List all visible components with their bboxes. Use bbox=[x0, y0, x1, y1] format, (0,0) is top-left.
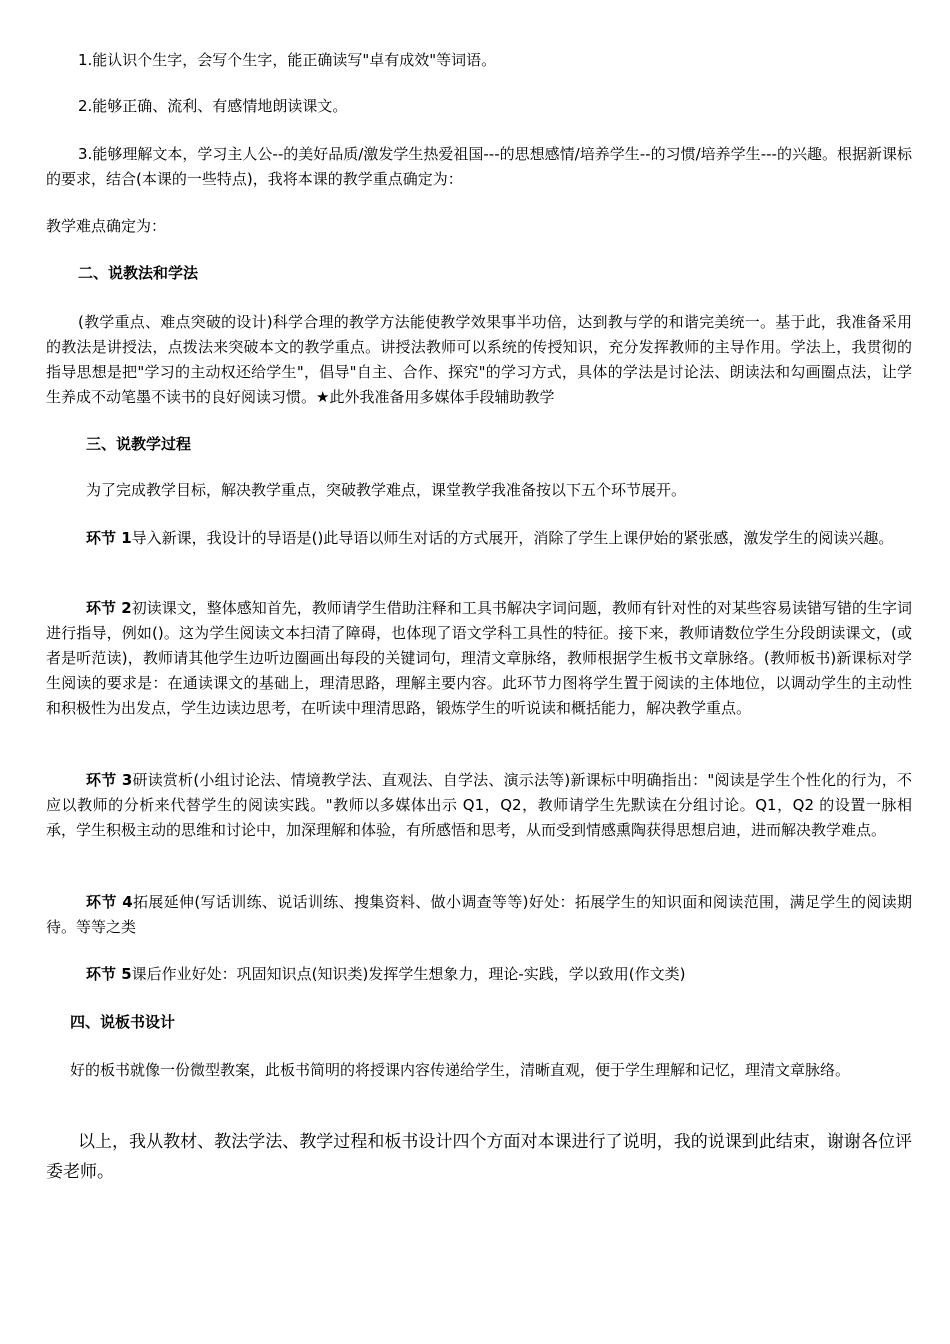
step-text: 导入新课，我设计的导语是()此导语以师生对话的方式展开，消除了学生上课伊始的紧张感，激发学生的阅读兴趣。 bbox=[131, 529, 894, 547]
step-5 bbox=[86, 964, 686, 984]
step-text: 研读赏析(小组讨论法、情境教学法、直观法、自学法、演示法等)新课标中明确指出："阅读是学生个性化的行为，不应以教师的分析来代替学生的阅读实践。"教师以多媒体出示 Q1，Q2，教师请学生先默读在分组讨论。Q1，Q2 的设置一脉相承，学生积极主动的思维和讨论中，加深理解和体验，有所感悟和思考，从而受到情感熏陶获得思想启迪，进而解决教学难点。 bbox=[46, 771, 912, 839]
section-3-intro: 为了完成教学目标，解决教学重点，突破教学难点，课堂教学我准备按以下五个环节展开。 bbox=[86, 481, 687, 499]
step-text: 初读课文，整体感知首先，教师请学生借助注释和工具书解决字词问题，教师有针对性的对某些容易读错写错的生字词进行指导，例如()。这为学生阅读文本扫清了障碍，也体现了语文学科工具性的特征。接下来，教师请数位学生分段朗读课文，(或者是听范读)，教师请其他学生边听边圈画出每段的关键词句，理清文章脉络，教师根据学生板书文章脉络。(教师板书)新课标对学生阅读的要求是：在通读课文的基础上，理清思路，理解主要内容。此环节力图将学生置于阅读的主体地位，以调动学生的主动性和积极性为出发点，学生边读边思考，在听读中理清思路，锻炼学生的听说读和概括能力，解决教学重点。 bbox=[46, 599, 912, 717]
section-3-heading: 三、说教学过程 bbox=[86, 435, 192, 453]
step-label: 环节 4 bbox=[86, 893, 133, 911]
step-4 bbox=[46, 890, 912, 940]
step-label: 环节 1 bbox=[86, 529, 132, 547]
step-2 bbox=[46, 596, 912, 721]
goal-2: 2.能够正确、流利、有感情地朗读课文。 bbox=[78, 97, 348, 115]
goal-1: 1.能认识个生字，会写个生字，能正确读写"卓有成效"等词语。 bbox=[78, 51, 497, 69]
section-2-body: (教学重点、难点突破的设计)科学合理的教学方法能使教学效果事半功倍，达到教与学的和谐完美统一。基于此，我准备采用的教法是讲授法，点拨法来突破本文的教学重点。讲授法教师可以系统的传授知识，充分发挥教师的主导作用。学法上，我贯彻的指导思想是把"学习的主动权还给学生"，倡导"自主、合作、探究"的学习方式，具体的学法是讨论法、朗读法和勾画圈点法，让学生养成不动笔墨不读书的良好阅读习惯。★此外我准备用多媒体手段辅助教学 bbox=[46, 313, 912, 406]
section-4-body: 好的板书就像一份微型教案，此板书简明的将授课内容传递给学生，清晰直观，便于学生理解和记忆，理清文章脉络。 bbox=[70, 1061, 851, 1079]
section-4-heading: 四、说板书设计 bbox=[70, 1013, 176, 1031]
closing-paragraph: 以上，我从教材、教法学法、教学过程和板书设计四个方面对本课进行了说明，我的说课到此结束，谢谢各位评委老师。 bbox=[46, 1132, 912, 1182]
step-label: 环节 3 bbox=[86, 771, 133, 789]
difficulty-line: 教学难点确定为： bbox=[46, 217, 167, 235]
goal-3: 3.能够理解文本，学习主人公--的美好品质/激发学生热爱祖国---的思想感情/培养学生--的习惯/培养学生---的兴趣。根据新课标的要求，结合(本课的一些特点)，我将本课的教学重点确定为： bbox=[46, 145, 912, 188]
step-3 bbox=[46, 768, 912, 843]
step-label: 环节 2 bbox=[86, 599, 132, 617]
step-label: 环节 5 bbox=[86, 965, 132, 983]
section-2-heading: 二、说教法和学法 bbox=[78, 264, 199, 282]
step-text: 课后作业好处：巩固知识点(知识类)发挥学生想象力，理论-实践，学以致用(作文类) bbox=[131, 965, 686, 983]
step-text: 拓展延伸(写话训练、说话训练、搜集资料、做小调查等等)好处：拓展学生的知识面和阅读范围，满足学生的阅读期待。等等之类 bbox=[46, 893, 912, 936]
step-1 bbox=[46, 526, 912, 551]
